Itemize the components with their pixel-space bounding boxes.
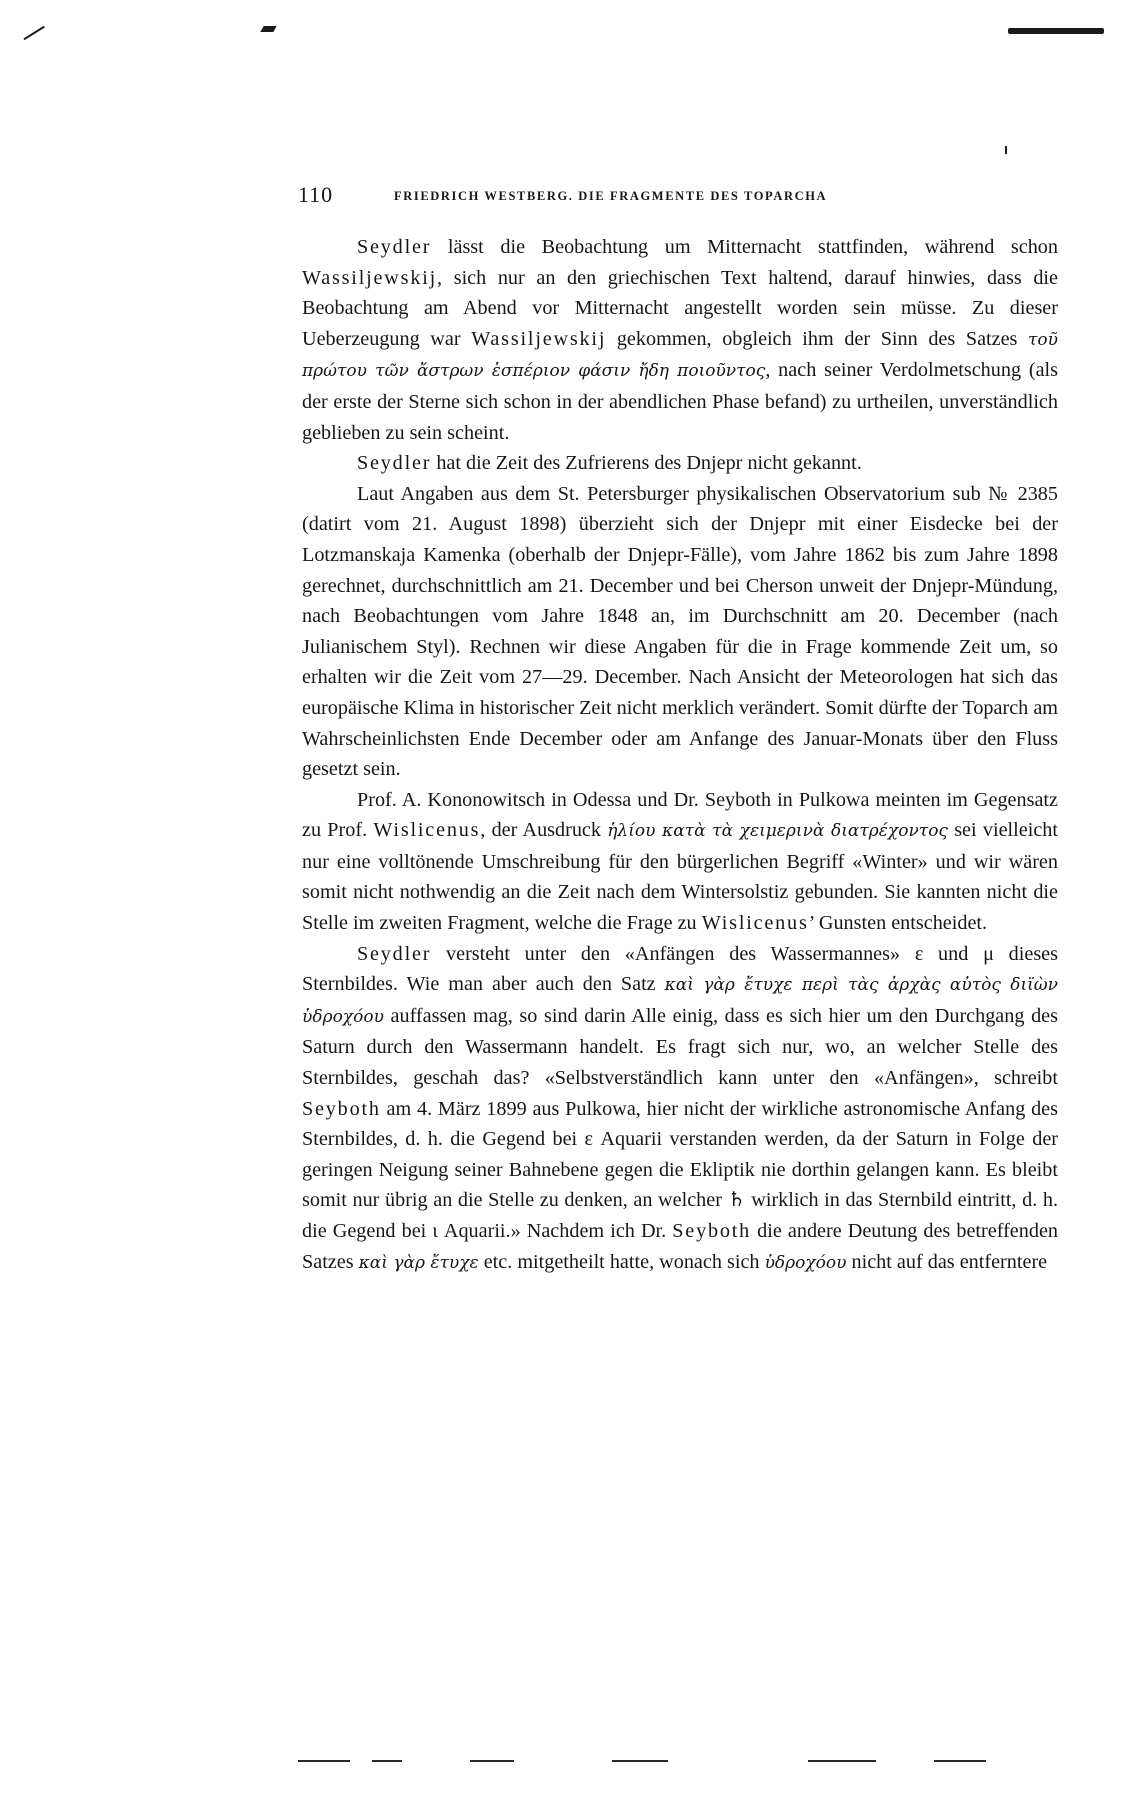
scan-mark-top-right: [1008, 28, 1104, 34]
body-text: [302, 232, 1058, 1278]
greek-quote: καὶ γὰρ ἔτυχε: [358, 1252, 479, 1273]
paragraph: [302, 939, 1058, 1279]
footer-rule: [934, 1760, 986, 1762]
text-run: hat die Zeit des Zufrierens des Dnjepr nicht gekannt.: [431, 452, 862, 475]
greek-quote: καὶ γὰρ ἔτυχε περὶ τὰς ἀρχὰς αὐτὸς διϊὼν ὑδροχόου: [302, 975, 1058, 1027]
text-run: die andere Deutung des betreffenden Satzes: [302, 1220, 1059, 1273]
footer-rule: [470, 1760, 514, 1762]
running-head: FRIEDRICH WESTBERG. DIE FRAGMENTE DES TOPARCHA: [394, 189, 828, 203]
scan-speck-right: [1005, 146, 1007, 154]
greek-quote: ὑδροχόου: [764, 1252, 847, 1273]
paragraph: [302, 785, 1058, 939]
text-run: ’ Gunsten entscheidet.: [808, 912, 988, 935]
scan-mark-top-left: [23, 26, 44, 40]
page-header: [298, 182, 1058, 214]
greek-quote: τοῦ πρώτου τῶν ἄστρων ἑσπέριον φάσιν ἤδη ποιοῦντος: [302, 329, 1059, 382]
spaced-name: Wislicenus: [701, 912, 809, 935]
text-run: nicht auf das entferntere: [846, 1250, 1048, 1273]
text-run: gekommen, obgleich ihm der Sinn des Satzes: [606, 327, 1029, 350]
spaced-name: Seyboth: [672, 1220, 752, 1242]
text-run: , sich nur an den griechischen Text haltend, darauf hinwies, dass die Beobachtung am Abend vor Mitternacht angestellt worden sein müsse. Zu dieser Ueberzeugung war: [302, 266, 1058, 350]
spaced-name: Wassiljewskij: [302, 266, 438, 289]
footer-rule: [808, 1760, 876, 1762]
greek-quote: ἡλίου κατὰ τὰ χειμερινὰ διατρέχοντος: [607, 821, 948, 842]
spaced-name: Wassiljewskij: [471, 327, 607, 350]
text-run: etc. mitgetheilt hatte, wonach sich: [478, 1250, 765, 1273]
text-run: lässt die Beobachtung um Mitternacht stattfinden, während schon: [431, 236, 1058, 258]
spaced-name: Seydler: [357, 452, 432, 475]
paragraph: [302, 479, 1058, 785]
spaced-name: Seydler: [357, 942, 432, 965]
spaced-name: Wislicenus: [373, 819, 481, 842]
text-run: sei vielleicht nur eine volltönende Umschreibung für den bürgerlichen Begriff «Winter» und wir wären somit nicht nothwendig an die Zeit nach dem Wintersolstiz gebunden. Sie kannten nicht die Stelle im zweiten Fragment, welche die Frage zu: [302, 819, 1058, 935]
text-run: versteht unter den «Anfängen des Wassermannes» ε und μ dieses Sternbildes. Wie man aber auch den Satz: [302, 942, 1058, 996]
spaced-name: Seydler: [357, 236, 432, 258]
page-number: 110: [298, 182, 334, 207]
footer-rule: [372, 1760, 402, 1762]
text-run: auffassen mag, so sind darin Alle einig, dass es sich hier um den Durchgang des Saturn durch den Wassermann handelt. Es fragt sich nur, wo, an welcher Stelle des Sternbildes, geschah das? «Selbstverständlich kann unter den «Anfängen», schreibt: [302, 1004, 1058, 1090]
text-run: , der Ausdruck: [480, 819, 608, 842]
text-run: am 4. März 1899 aus Pulkowa, hier nicht der wirkliche astronomische Anfang des Sternbildes, d. h. die Gegend bei ε Aquarii verstanden werden, da der Saturn in Folge der geringen Neigung seiner Bahnebene gegen die Ekliptik nie dorthin gelangen kann. Es bleibt somit nur übrig an die Stelle zu denken, an welcher ♄ wirklich in das Sternbild eintritt, d. h. die Gegend bei ι Aquarii.» Nachdem ich Dr.: [302, 1097, 1058, 1242]
paragraph: [302, 232, 1058, 448]
text-run: Prof. A. Kononowitsch in Odessa und Dr. Seyboth in Pulkowa meinten im Gegensatz zu Prof.: [302, 788, 1058, 842]
footer-rule: [612, 1760, 668, 1762]
footer-rule: [298, 1760, 350, 1762]
spaced-name: Seyboth: [302, 1097, 381, 1120]
text-run: , nach seiner Verdolmetschung (als der erste der Sterne sich schon in der abendlichen Phase befand) zu urtheilen, unverständlich geblieben zu sein scheint.: [302, 359, 1058, 444]
text-run: Laut Angaben aus dem St. Petersburger physikalischen Observatorium sub № 2385 (datirt vom 21. August 1898) überzieht sich der Dnjepr mit einer Eisdecke bei der Lotzmanskaja Kamenka (oberhalb der Dnjepr-Fälle), vom Jahre 1862 bis zum Jahre 1898 gerechnet, durchschnittlich am 21. December und bei Cherson unweit der Dnjepr-Mündung, nach Beobachtungen vom Jahre 1848 an, im Durchschnitt am 20. December (nach Julianischem Styl). Rechnen wir diese Angaben für die in Frage kommende Zeit um, so erhalten wir die Zeit vom 27—29. December. Nach Ansicht der Meteorologen hat sich das europäische Klima in historischer Zeit nicht merklich verändert. Somit dürfte der Toparch am Wahrscheinlichsten Ende December oder am Anfange des Januar-Monats über den Fluss gesetzt sein.: [302, 482, 1058, 781]
scan-mark-top: [260, 26, 276, 32]
paragraph: [302, 448, 1058, 479]
